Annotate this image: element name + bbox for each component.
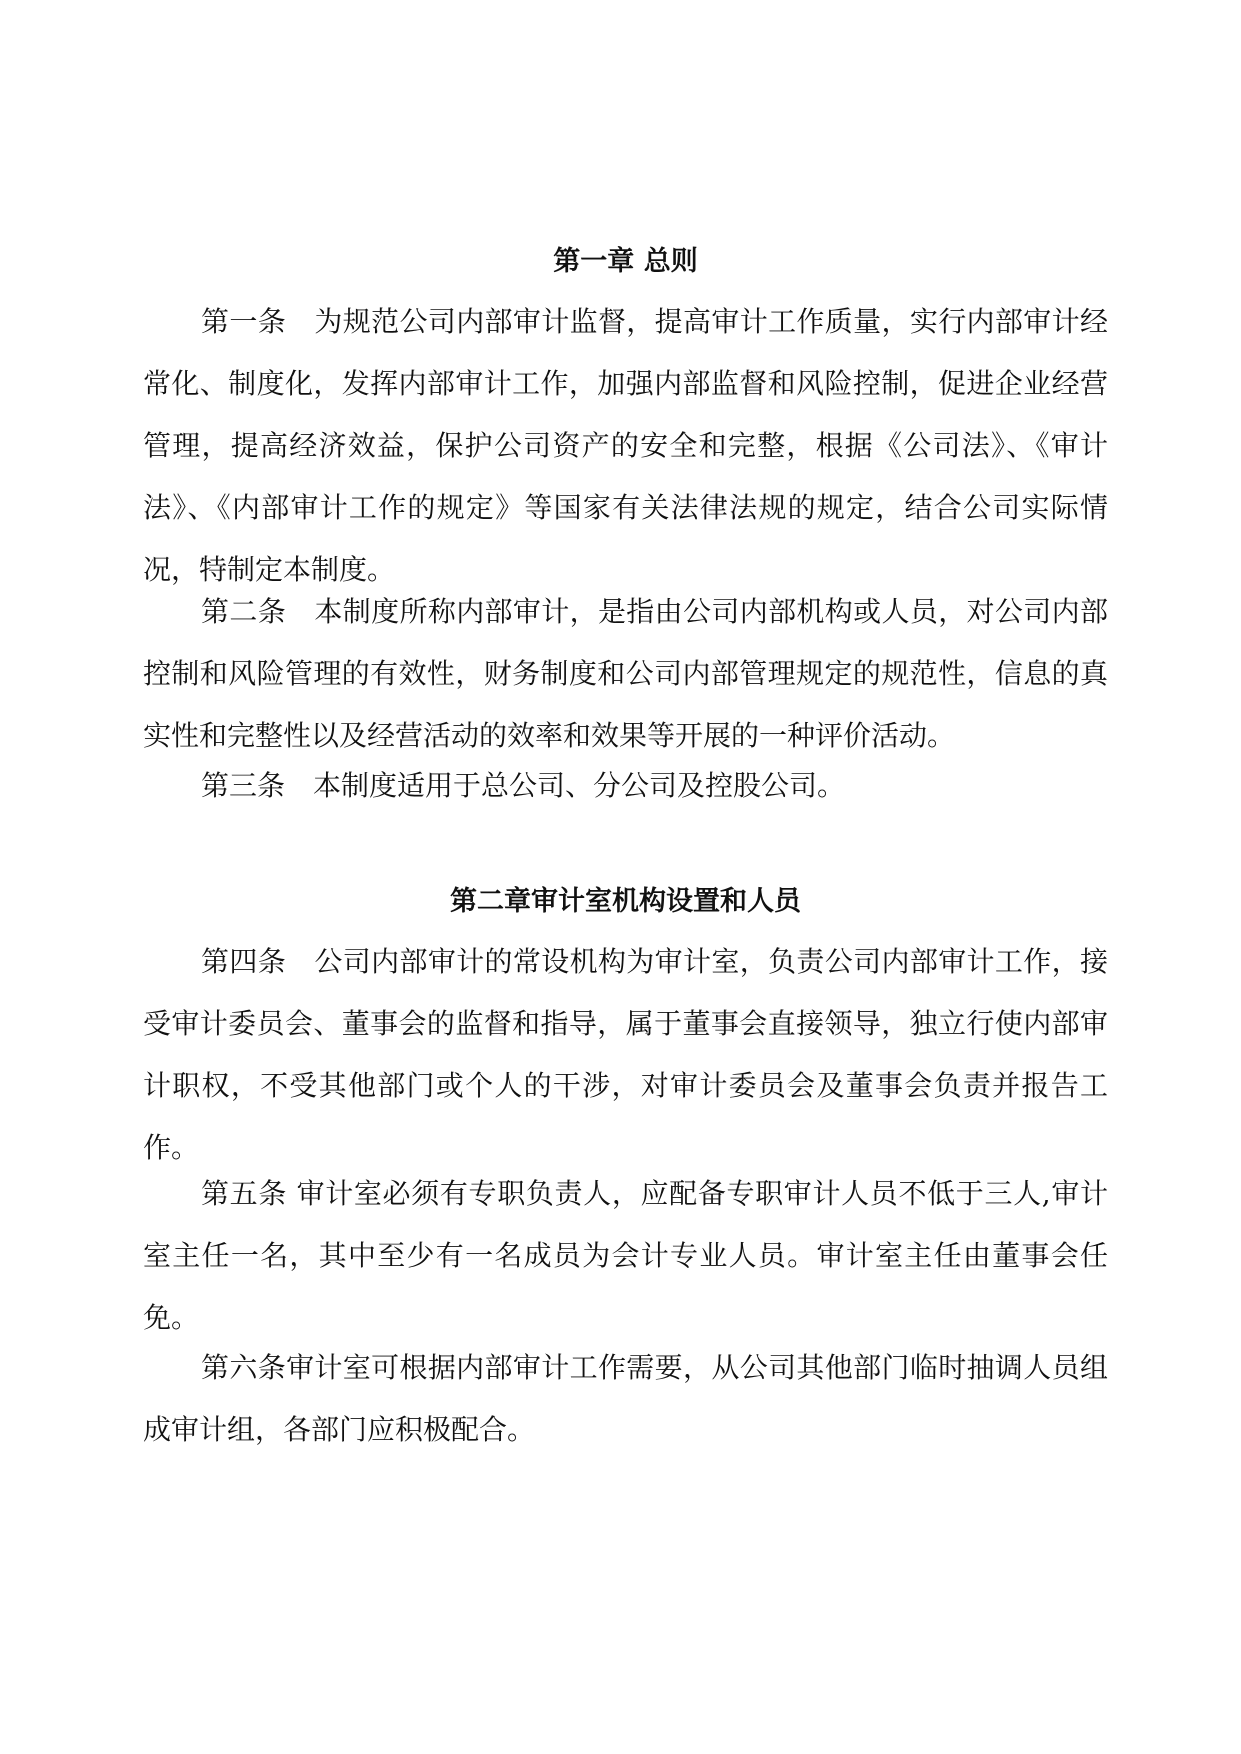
article-6	[143, 1337, 1108, 1461]
article-1-number: 第一条	[201, 305, 287, 338]
article-5-text: 审计室必须有专职负责人，应配备专职审计人员不低于三人,审计室主任一名，其中至少有一名成员为会计专业人员。审计室主任由董事会任免。	[143, 1177, 1108, 1334]
article-4	[143, 931, 1108, 1179]
article-6-text: 审计室可根据内部审计工作需要，从公司其他部门临时抽调人员组成审计组，各部门应积极配合。	[143, 1351, 1108, 1446]
chapter-1-title: 第一章 总则	[553, 246, 698, 277]
article-4-separator	[286, 945, 314, 978]
article-5	[143, 1163, 1108, 1349]
article-6-number: 第六条	[201, 1351, 287, 1384]
article-1-text: 为规范公司内部审计监督，提高审计工作质量，实行内部审计经常化、制度化，发挥内部审计工作，加强内部监督和风险控制，促进企业经营管理，提高经济效益，保护公司资产的安全和完整，根据《公司法》、《审计法》、《内部审计工作的规定》等国家有关法律法规的规定，结合公司实际情况，特制定本制度。	[143, 305, 1108, 586]
article-1	[143, 291, 1108, 601]
article-3	[143, 755, 1108, 817]
article-2	[143, 581, 1108, 767]
article-3-separator	[285, 769, 313, 802]
article-5-number: 第五条	[201, 1177, 287, 1210]
chapter-2-title: 第二章审计室机构设置和人员	[450, 886, 801, 917]
article-4-text: 公司内部审计的常设机构为审计室，负责公司内部审计工作，接受审计委员会、董事会的监督和指导，属于董事会直接领导，独立行使内部审计职权，不受其他部门或个人的干涉，对审计委员会及董事会负责并报告工作。	[143, 945, 1108, 1164]
article-5-separator	[287, 1177, 297, 1210]
article-4-number: 第四条	[201, 945, 287, 978]
article-2-number: 第二条	[201, 595, 287, 628]
article-3-text: 本制度适用于总公司、分公司及控股公司。	[313, 769, 846, 802]
article-2-separator	[286, 595, 314, 628]
article-2-text: 本制度所称内部审计，是指由公司内部机构或人员，对公司内部控制和风险管理的有效性，财务制度和公司内部管理规定的规范性，信息的真实性和完整性以及经营活动的效率和效果等开展的一种评价活动。	[143, 595, 1108, 752]
article-3-number: 第三条	[201, 769, 286, 802]
article-1-separator	[286, 305, 314, 338]
document-page	[143, 0, 1108, 1754]
